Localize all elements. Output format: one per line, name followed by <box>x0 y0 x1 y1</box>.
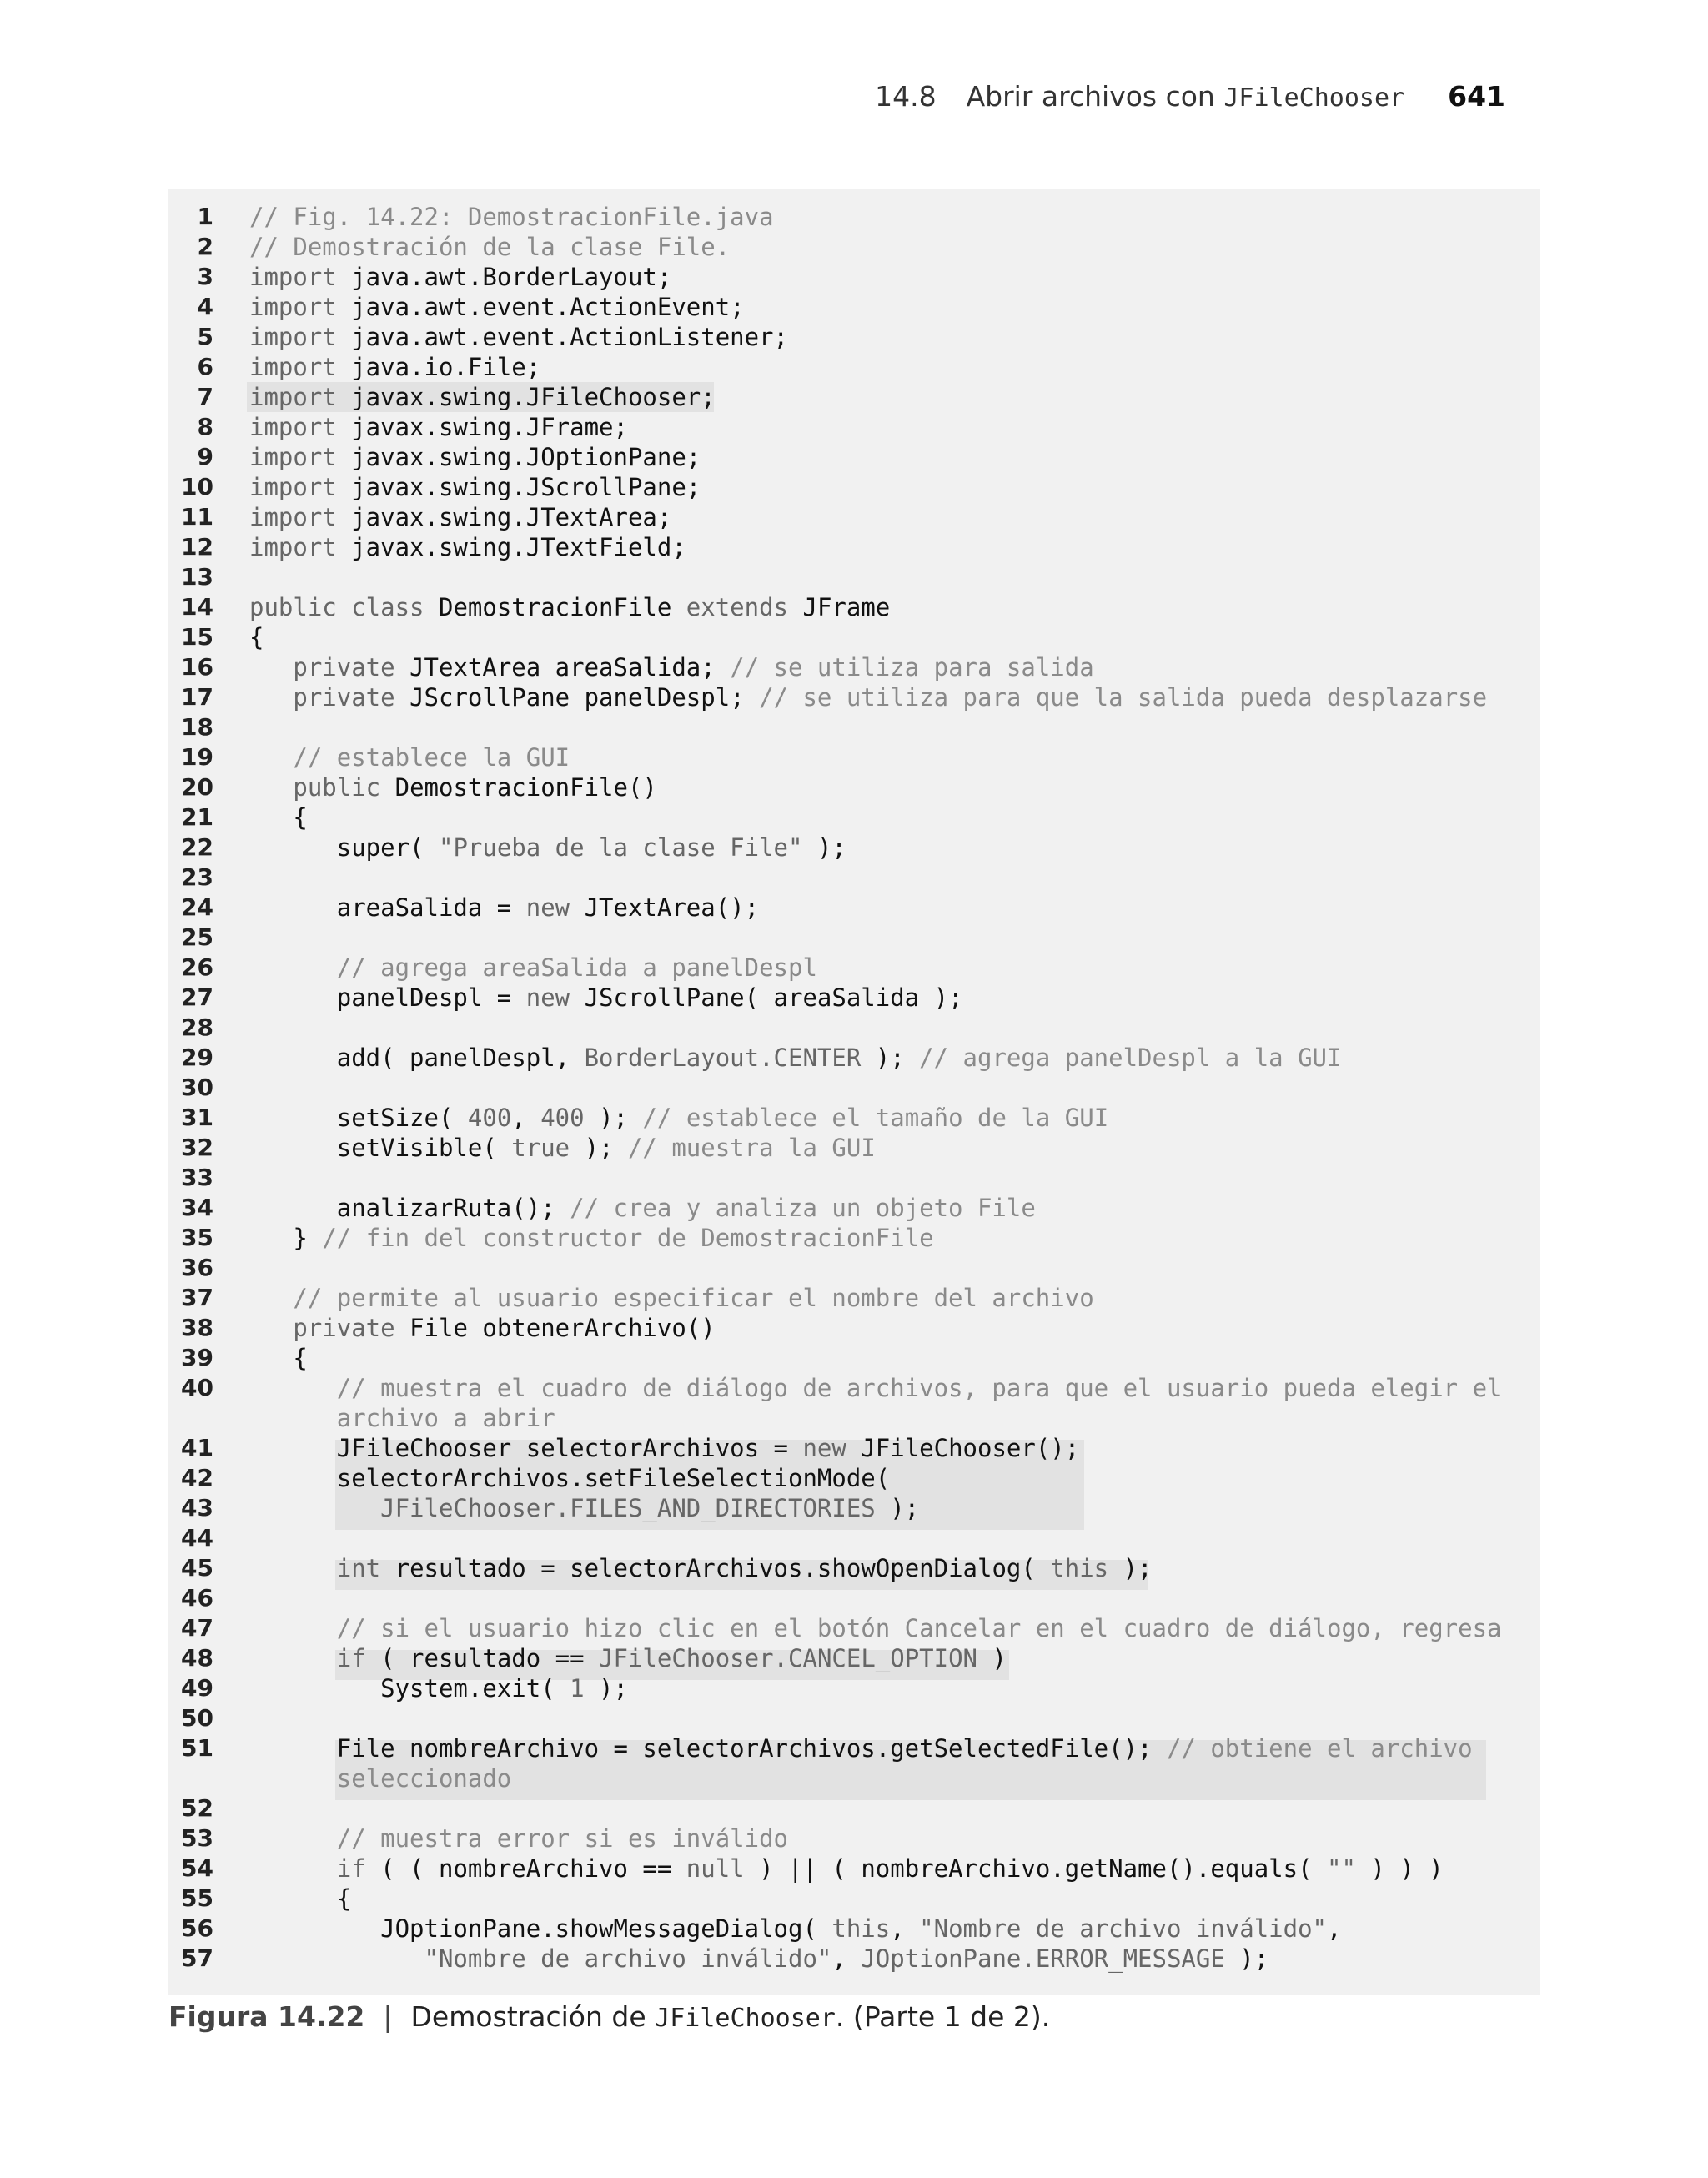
code-text <box>249 1103 1108 1133</box>
code-text <box>249 1493 919 1523</box>
code-text <box>249 472 701 502</box>
code-token: { <box>249 1884 352 1913</box>
code-line <box>168 1223 1540 1253</box>
line-number: 2 <box>197 233 214 260</box>
line-number: 39 <box>181 1344 214 1371</box>
code-token: areaSalida = <box>249 893 526 922</box>
caption-code: JFileChooser <box>655 2004 836 2033</box>
code-line <box>168 1884 1540 1914</box>
code-token: JScrollPane( areaSalida ); <box>584 983 963 1012</box>
code-text <box>249 292 745 322</box>
code-token: import <box>249 473 352 501</box>
code-token: // muestra el cuadro de diálogo de archivos, para que el usuario pueda elegir el <box>249 1374 1502 1402</box>
line-number: 5 <box>197 323 214 350</box>
code-token: JFileChooser.CANCEL_OPTION <box>599 1644 977 1672</box>
code-line <box>168 1313 1540 1343</box>
code-token: DemostracionFile() <box>394 773 657 802</box>
line-number: 53 <box>181 1824 214 1852</box>
code-text <box>249 1223 934 1253</box>
code-token: ); <box>1224 1944 1269 1973</box>
code-line <box>168 352 1540 382</box>
code-token: import <box>249 323 352 351</box>
code-token: panelDespl = <box>249 983 526 1012</box>
code-line <box>168 1433 1540 1463</box>
code-token: import <box>249 263 352 291</box>
code-token: java.io.File; <box>351 353 541 381</box>
code-line <box>168 1553 1540 1583</box>
code-line <box>168 382 1540 412</box>
code-text <box>249 1944 1268 1974</box>
code-line <box>168 712 1540 742</box>
code-text <box>249 1433 1079 1463</box>
line-number: 36 <box>181 1254 214 1281</box>
line-number: 33 <box>181 1164 214 1191</box>
line-number: 57 <box>181 1944 214 1972</box>
line-number: 55 <box>181 1884 214 1912</box>
code-text <box>249 1283 1094 1313</box>
code-text <box>249 322 788 352</box>
section-title: Abrir archivos con <box>966 80 1215 113</box>
code-line <box>168 863 1540 893</box>
code-text <box>249 1553 1153 1583</box>
code-line <box>168 682 1540 712</box>
line-number: 50 <box>181 1704 214 1732</box>
code-line <box>168 1403 1540 1433</box>
code-token: setSize( <box>249 1104 468 1132</box>
code-text <box>249 953 817 983</box>
line-number: 49 <box>181 1674 214 1702</box>
code-token: // muestra la GUI <box>627 1134 876 1162</box>
code-token: , <box>1327 1914 1342 1943</box>
code-token: 400 <box>467 1104 512 1132</box>
code-text <box>249 262 671 292</box>
code-token: if <box>249 1644 381 1672</box>
code-line <box>168 923 1540 953</box>
code-token: JFileChooser selectorArchivos = <box>249 1434 803 1462</box>
code-token: ); <box>802 833 846 862</box>
code-text <box>249 1733 1473 1763</box>
code-text <box>249 832 846 863</box>
code-text <box>249 1193 1036 1223</box>
code-token: DemostracionFile <box>438 593 686 621</box>
line-number: 40 <box>181 1374 214 1401</box>
code-text <box>249 1823 788 1854</box>
code-line <box>168 893 1540 923</box>
line-number: 20 <box>181 773 214 801</box>
code-token: import <box>249 383 352 411</box>
code-token: ); <box>584 1674 628 1703</box>
code-line <box>168 1343 1540 1373</box>
code-token: new <box>525 893 585 922</box>
line-number: 8 <box>197 413 214 440</box>
code-text <box>249 1043 1341 1073</box>
code-token: JTextArea areaSalida; <box>409 653 731 682</box>
code-token: private <box>249 683 410 712</box>
code-text <box>249 382 716 412</box>
code-line <box>168 562 1540 592</box>
line-number: 30 <box>181 1074 214 1101</box>
code-token: { <box>249 1344 308 1372</box>
code-line <box>168 1733 1540 1763</box>
code-text <box>249 1763 511 1793</box>
code-token: System.exit( <box>249 1674 570 1703</box>
code-line <box>168 1763 1540 1793</box>
page-number: 641 <box>1448 80 1505 113</box>
code-text <box>249 1133 876 1163</box>
line-number: 27 <box>181 983 214 1011</box>
code-token: import <box>249 533 352 561</box>
code-token: // establece la GUI <box>249 743 570 772</box>
code-token: ) || ( nombreArchivo.getName().equals( <box>744 1854 1328 1883</box>
code-token: java.awt.event.ActionEvent; <box>351 293 745 321</box>
code-line <box>168 1583 1540 1613</box>
code-line <box>168 953 1540 983</box>
code-line <box>168 1463 1540 1493</box>
code-token: new <box>525 983 585 1012</box>
code-token: JFileChooser.FILES_AND_DIRECTORIES <box>249 1494 876 1522</box>
code-token: ) <box>977 1644 1007 1672</box>
code-text <box>249 622 264 652</box>
line-number: 56 <box>181 1914 214 1942</box>
line-number: 34 <box>181 1194 214 1221</box>
code-token: // se utiliza para que la salida pueda desplazarse <box>759 683 1488 712</box>
code-token: private <box>249 653 410 682</box>
code-token: setVisible( <box>249 1134 512 1162</box>
code-line <box>168 202 1540 232</box>
code-line <box>168 1073 1540 1103</box>
code-token: if <box>249 1854 381 1883</box>
line-number: 13 <box>181 563 214 591</box>
code-token: JFileChooser(); <box>861 1434 1080 1462</box>
code-token: "Nombre de archivo inválido" <box>249 1944 832 1973</box>
line-number: 41 <box>181 1434 214 1461</box>
line-number: 4 <box>197 293 214 320</box>
line-number: 12 <box>181 533 214 561</box>
code-token: public <box>249 773 395 802</box>
code-token: // permite al usuario especificar el nombre del archivo <box>249 1284 1094 1312</box>
code-token: "" <box>1327 1854 1356 1883</box>
caption-text: Demostración de <box>410 2000 646 2033</box>
code-line <box>168 592 1540 622</box>
running-header <box>875 80 1505 113</box>
line-number: 24 <box>181 893 214 921</box>
code-text <box>249 1313 716 1343</box>
code-token: import <box>249 413 352 441</box>
code-line <box>168 472 1540 502</box>
code-text <box>249 412 628 442</box>
code-token: // Demostración de la clase File. <box>249 233 731 261</box>
code-line <box>168 983 1540 1013</box>
code-line <box>168 1493 1540 1523</box>
code-token: analizarRuta(); <box>249 1194 570 1222</box>
code-token: public class <box>249 593 439 621</box>
section-number: 14.8 <box>875 80 937 113</box>
code-text <box>249 592 890 622</box>
line-number: 10 <box>181 473 214 500</box>
line-number: 35 <box>181 1224 214 1251</box>
code-line <box>168 1854 1540 1884</box>
line-number: 37 <box>181 1284 214 1311</box>
code-token: ); <box>584 1104 643 1132</box>
code-token: JFrame <box>802 593 891 621</box>
figure-label: Figura 14.22 <box>168 2000 365 2033</box>
code-token: 1 <box>570 1674 585 1703</box>
line-number: 21 <box>181 803 214 831</box>
line-number: 1 <box>197 203 214 230</box>
section-title-code: JFileChooser <box>1223 83 1405 113</box>
code-line <box>168 1103 1540 1133</box>
code-line <box>168 322 1540 352</box>
code-text <box>249 502 671 532</box>
line-number: 15 <box>181 623 214 651</box>
code-text <box>249 772 657 802</box>
code-token: import <box>249 443 352 471</box>
code-token: , <box>890 1914 920 1943</box>
code-token: File obtenerArchivo() <box>409 1314 716 1342</box>
code-text <box>249 983 963 1013</box>
code-line <box>168 1673 1540 1703</box>
line-number: 14 <box>181 593 214 621</box>
code-text <box>249 682 1487 712</box>
line-number: 18 <box>181 713 214 741</box>
code-token: // establece el tamaño de la GUI <box>642 1104 1109 1132</box>
line-number: 32 <box>181 1134 214 1161</box>
code-text <box>249 742 570 772</box>
code-listing <box>168 189 1540 1995</box>
code-line <box>168 1253 1540 1283</box>
caption-separator: | <box>383 2000 393 2033</box>
line-number: 19 <box>181 743 214 771</box>
code-token: resultado = selectorArchivos.showOpenDialog( <box>394 1554 1051 1582</box>
code-token: JTextArea(); <box>584 893 760 922</box>
line-number: 23 <box>181 863 214 891</box>
code-token: // muestra error si es inválido <box>249 1824 789 1853</box>
code-line <box>168 532 1540 562</box>
code-line <box>168 1043 1540 1073</box>
code-token: javax.swing.JScrollPane; <box>351 473 701 501</box>
line-number: 31 <box>181 1104 214 1131</box>
line-number: 16 <box>181 653 214 681</box>
code-token: // obtiene el archivo <box>1166 1734 1473 1763</box>
code-line <box>168 1133 1540 1163</box>
code-line <box>168 1643 1540 1673</box>
code-line <box>168 1703 1540 1733</box>
caption-suffix: . (Parte 1 de 2). <box>835 2000 1051 2033</box>
line-number: 6 <box>197 353 214 380</box>
code-token: ); <box>875 1494 920 1522</box>
line-number: 7 <box>197 383 214 410</box>
code-token: ( ( nombreArchivo == <box>380 1854 686 1883</box>
line-number: 38 <box>181 1314 214 1341</box>
code-text <box>249 1914 1342 1944</box>
code-line <box>168 1373 1540 1403</box>
code-line <box>168 412 1540 442</box>
code-token: this <box>1050 1554 1109 1582</box>
line-number: 43 <box>181 1494 214 1522</box>
code-token: private <box>249 1314 410 1342</box>
code-text <box>249 1343 308 1373</box>
line-number: 52 <box>181 1794 214 1822</box>
code-token: // agrega panelDespl a la GUI <box>919 1044 1342 1072</box>
code-text <box>249 1884 351 1914</box>
code-line <box>168 1013 1540 1043</box>
line-number: 44 <box>181 1524 214 1552</box>
code-line <box>168 502 1540 532</box>
code-text <box>249 1643 1007 1673</box>
code-text <box>249 1463 890 1493</box>
code-token: // Fig. 14.22: DemostracionFile.java <box>249 203 774 231</box>
code-line <box>168 442 1540 472</box>
code-text <box>249 802 308 832</box>
line-number: 26 <box>181 953 214 981</box>
code-token: javax.swing.JTextField; <box>351 533 686 561</box>
code-line <box>168 232 1540 262</box>
code-token: null <box>686 1854 745 1883</box>
line-number: 47 <box>181 1614 214 1642</box>
line-number: 25 <box>181 923 214 951</box>
line-number: 28 <box>181 1014 214 1041</box>
code-token: javax.swing.JFrame; <box>351 413 628 441</box>
figure-caption <box>168 2000 1050 2033</box>
line-number: 51 <box>181 1734 214 1762</box>
code-token: // fin del constructor de DemostracionFile <box>322 1224 934 1252</box>
code-token: JScrollPane panelDespl; <box>409 683 760 712</box>
code-token: javax.swing.JFileChooser; <box>351 383 716 411</box>
code-text <box>249 442 701 472</box>
code-token: int <box>249 1554 395 1582</box>
code-text <box>249 202 774 232</box>
code-line <box>168 1193 1540 1223</box>
line-number: 3 <box>197 263 214 290</box>
line-number: 45 <box>181 1554 214 1582</box>
code-token: ( resultado == <box>380 1644 600 1672</box>
code-token: // se utiliza para salida <box>730 653 1094 682</box>
code-token: File nombreArchivo = selectorArchivos.getSelectedFile(); <box>249 1734 1167 1763</box>
line-number: 9 <box>197 443 214 470</box>
line-number: 11 <box>181 503 214 531</box>
line-number: 46 <box>181 1584 214 1612</box>
line-number: 48 <box>181 1644 214 1672</box>
code-token: // si el usuario hizo clic en el botón Cancelar en el cuadro de diálogo, regresa <box>249 1614 1502 1642</box>
code-token: JOptionPane.ERROR_MESSAGE <box>861 1944 1225 1973</box>
code-token: new <box>802 1434 862 1462</box>
code-line <box>168 742 1540 772</box>
code-token: BorderLayout.CENTER <box>584 1044 862 1072</box>
code-line <box>168 1914 1540 1944</box>
line-number: 42 <box>181 1464 214 1491</box>
code-line <box>168 1823 1540 1854</box>
code-token: add( panelDespl, <box>249 1044 585 1072</box>
code-token: super( <box>249 833 439 862</box>
code-text <box>249 893 759 923</box>
code-token: ); <box>861 1044 920 1072</box>
code-token: ); <box>1108 1554 1153 1582</box>
code-text <box>249 352 540 382</box>
code-line <box>168 262 1540 292</box>
code-text <box>249 1613 1502 1643</box>
code-token: JOptionPane.showMessageDialog( <box>249 1914 832 1943</box>
code-token: javax.swing.JTextArea; <box>351 503 672 531</box>
code-token: { <box>249 803 308 832</box>
code-token: // agrega areaSalida a panelDespl <box>249 953 817 982</box>
code-token: this <box>831 1914 891 1943</box>
code-text <box>249 652 1094 682</box>
code-token: javax.swing.JOptionPane; <box>351 443 701 471</box>
code-text <box>249 232 730 262</box>
code-line <box>168 652 1540 682</box>
code-token: archivo a abrir <box>249 1404 555 1432</box>
code-text <box>249 532 686 562</box>
code-token: "Nombre de archivo inválido" <box>919 1914 1328 1943</box>
code-line <box>168 832 1540 863</box>
code-token: java.awt.BorderLayout; <box>351 263 672 291</box>
code-token: import <box>249 503 352 531</box>
code-line <box>168 1944 1540 1974</box>
code-line <box>168 772 1540 802</box>
code-token: selectorArchivos.setFileSelectionMode( <box>249 1464 891 1492</box>
code-token: 400 <box>540 1104 585 1132</box>
code-line <box>168 1523 1540 1553</box>
code-token: java.awt.event.ActionListener; <box>351 323 789 351</box>
code-text <box>249 1403 555 1433</box>
code-line <box>168 622 1540 652</box>
code-token: , <box>511 1104 541 1132</box>
line-number: 17 <box>181 683 214 711</box>
code-text <box>249 1854 1444 1884</box>
code-token: extends <box>686 593 803 621</box>
code-token: import <box>249 353 352 381</box>
code-line <box>168 1163 1540 1193</box>
code-text <box>249 1373 1502 1403</box>
code-token: ) ) ) <box>1355 1854 1444 1883</box>
code-text <box>249 1673 628 1703</box>
code-token: true <box>511 1134 570 1162</box>
code-token: { <box>249 623 264 651</box>
code-token: } <box>249 1224 323 1252</box>
code-line <box>168 802 1540 832</box>
code-token: seleccionado <box>249 1764 512 1793</box>
code-token: ); <box>570 1134 628 1162</box>
code-line <box>168 1613 1540 1643</box>
code-token: // crea y analiza un objeto File <box>570 1194 1036 1222</box>
code-line <box>168 1283 1540 1313</box>
code-token: "Prueba de la clase File" <box>438 833 803 862</box>
code-line <box>168 292 1540 322</box>
line-number: 22 <box>181 833 214 861</box>
line-number: 29 <box>181 1044 214 1071</box>
code-line <box>168 1793 1540 1823</box>
code-token: , <box>831 1944 862 1973</box>
code-token: import <box>249 293 352 321</box>
line-number: 54 <box>181 1854 214 1882</box>
